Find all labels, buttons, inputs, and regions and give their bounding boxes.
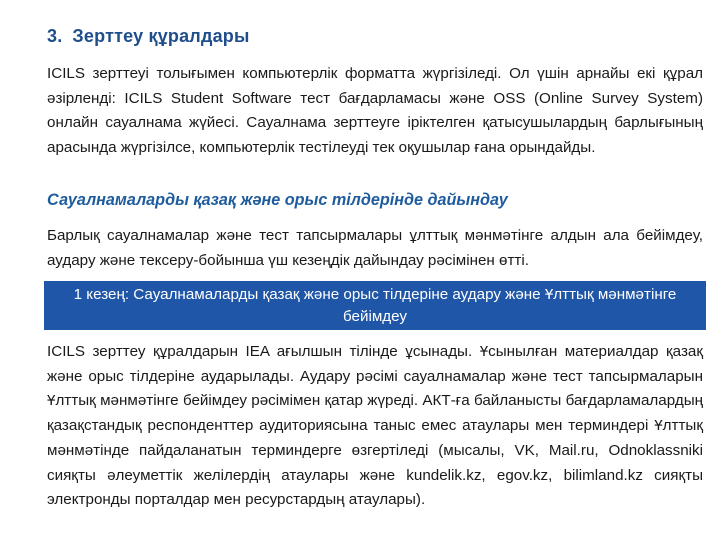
subheading: Сауалнамаларды қазақ және орыс тілдерінде дайындау bbox=[47, 191, 508, 209]
stage1-paragraph: ICILS зерттеу құралдарын IEA ағылшын тілінде ұсынады. Ұсынылған материалдар қазақ және орыс тілдеріне аударылады. Аудару рәсімі сауалнамалар және тест тапсырмаларын Ұлттық мәнмәтінге бейімдеу рәсімімен қатар жүреді. АКТ-ға байланысты бағдарламалардың қазақстандық респонденттер аудиториясына таныс емес атаулары мен терминдері Ұлттық мәнмәтінде пайдаланатын терминдерге өзгертіледі (мысалы, VK, Mail.ru, Odnoklassniki сияқты әлеуметтік желілердің атаулары және kundelik.kz, egov.kz, bilimland.kz сияқты электронды порталдар мен ресурстардың атаулары). bbox=[47, 343, 703, 509]
section-number: 3. bbox=[47, 26, 63, 46]
section-heading bbox=[47, 26, 250, 47]
intro-paragraph: ICILS зерттеуі толығымен компьютерлік форматта жүргізіледі. Ол үшін арнайы екі құрал әзірленді: ICILS Student Software тест бағдарламасы және OSS (Online Survey System) онлайн сауалнама жүйесі. Сауалнама зерттеуге іріктелген қатысушылардың барлығының арасында жүргізілсе, компьютерлік тестілеуді тек оқушылар ғана орындайды. bbox=[47, 65, 703, 157]
stage-banner-text: 1 кезең: Сауалнамаларды қазақ және орыс тілдеріне аудару және Ұлттық мәнмәтінге бейімдеу bbox=[73, 285, 677, 325]
section-title: Зерттеу құралдары bbox=[72, 26, 250, 46]
preparation-paragraph: Барлық сауалнамалар және тест тапсырмалары ұлттық мәнмәтінге алдын ала бейімдеу, аудару және тексеру-бойынша үш кезеңдік дайындау рәсімінен өтті. bbox=[47, 227, 703, 269]
stage-banner bbox=[44, 281, 706, 330]
